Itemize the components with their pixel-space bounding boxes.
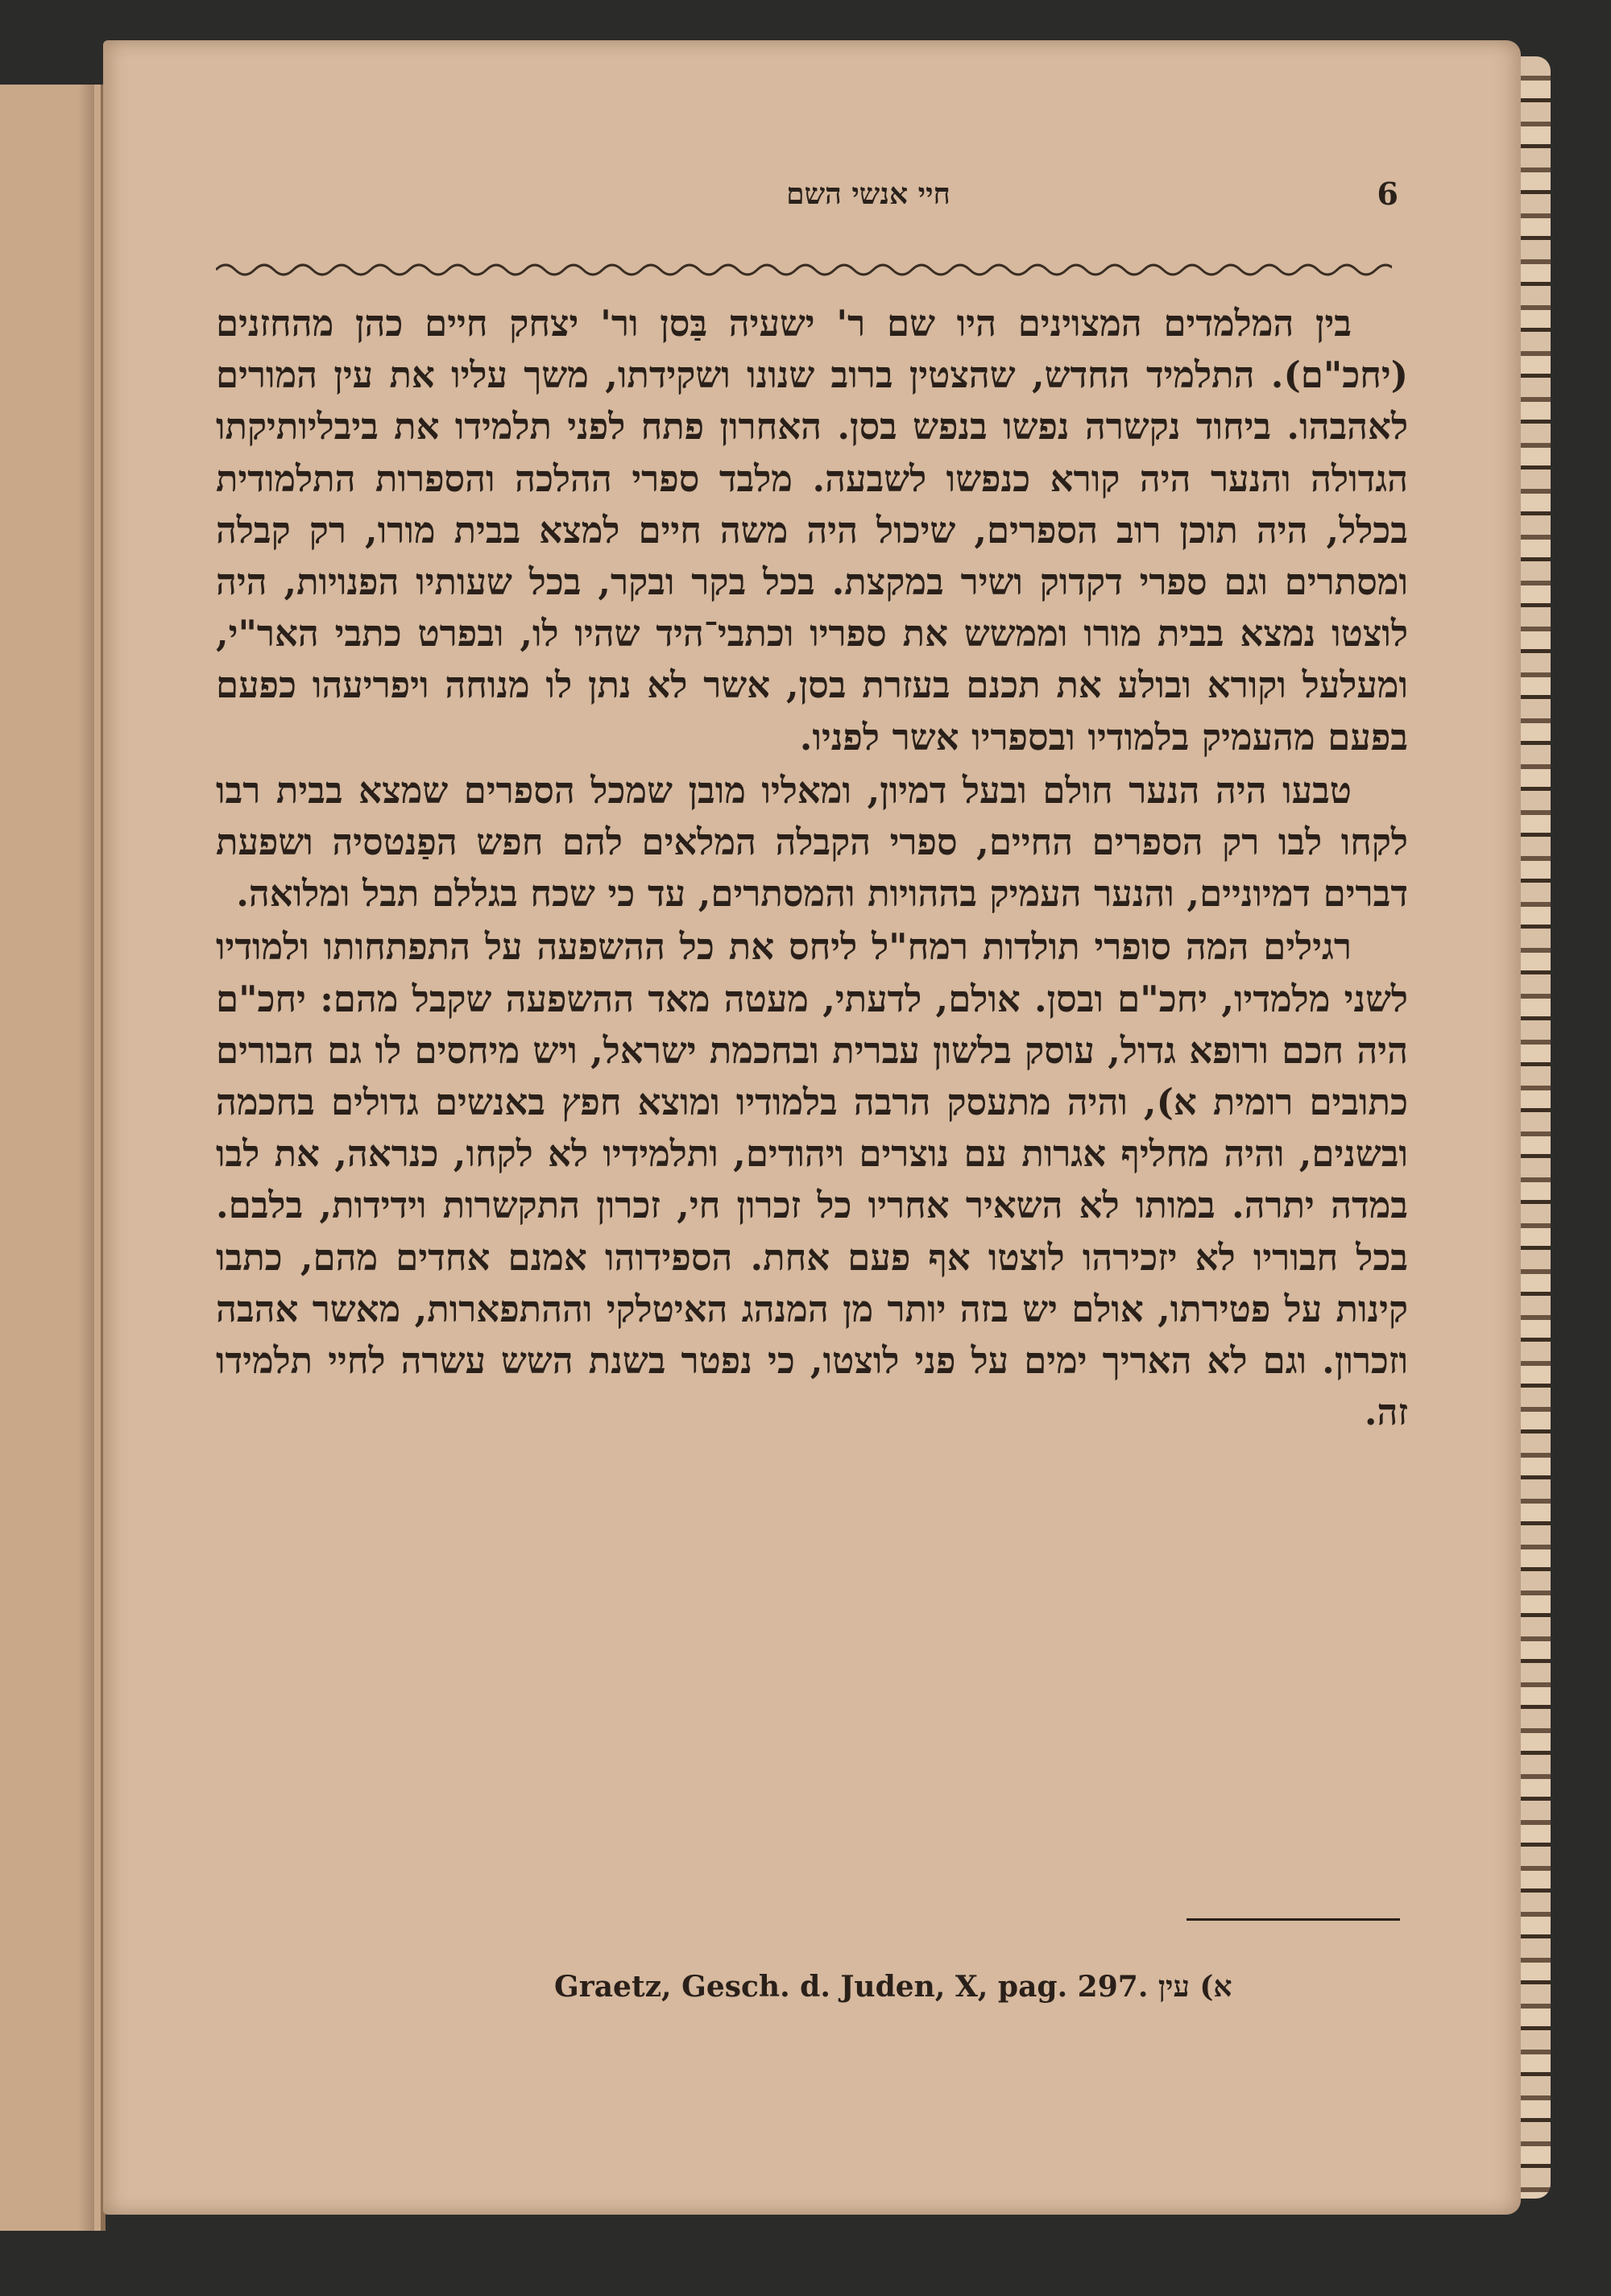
body-text: [216, 298, 1408, 1440]
running-title: חיי אנשי השם: [786, 177, 950, 211]
footnote: א) עין .Graetz, Gesch. d. Juden, X, pag. 297: [554, 1970, 1232, 2004]
wavy-divider: [216, 258, 1392, 282]
paragraph-3: רגילים המה סופרי תולדות רמח"ל ליחס את כל ההשפעה על התפתחותו ולמודיו לשני מלמדיו, יחכ"ם ובסן. אולם, לדעתי, מעטה מאד ההשפעה שקבל מהם: יחכ"ם היה חכם ורופא גדול, עוסק בלשון עברית ובחכמת ישראל, ויש מיחסים לו גם חבורים כתובים רומית א), והיה מתעסק הרבה בלמודיו ומוצא חפץ באנשים גדולים בחכמה ובשנים, והיה מחליף אגרות עם נוצרים ויהודים, ותלמידיו לא לקחו, כנראה, את לבו במדה יתרה. במותו לא השאיר אחריו כל זכרון חי, זכרון התקשרות וידידות, בלבם. בכל חבוריו לא יזכירהו לוצטו אף פעם אחת. הספידוהו אמנם אחדים מהם, כתבו קינות על פטירתו, אולם יש בזה יותר מן המנהג האיטלקי וההתפארות, מאשר אהבה וזכרון. וגם לא האריך ימים על פני לוצטו, כי נפטר בשנת השש עשרה לחיי תלמידו זה.: [216, 925, 1408, 1434]
book-page: [103, 40, 1521, 2215]
page-number: 6: [1377, 176, 1398, 212]
footnote-rule: [1187, 1918, 1400, 1921]
left-page-fold: [78, 85, 94, 2231]
paragraph-2: טבעו היה הנער חולם ובעל דמיון, ומאליו מובן שמכל הספרים שמצא בבית רבו לקחו לבו רק הספרים החיים, ספרי הקבלה המלאים להם חפש הפַנטסיה ושפעת דברים דמיוניים, והנער העמיק בההויות והמסתרים, עד כי שכח בגללם תבל ומלואה.: [216, 768, 1408, 916]
left-page-edge: [0, 85, 106, 2231]
paragraph-1: בין המלמדים המצוינים היו שם ר' ישעיה בַּסן ור' יצחק חיים כהן מהחזנים (יחכ"ם). התלמיד החדש, שהצטין ברוב שנונו ושקידתו, משך עליו את עין המורים לאהבהו. ביחוד נקשרה נפשו בנפש בסן. האחרון פתח לפני תלמידו את ביבליותיקתו הגדולה והנער היה קורא כנפשו לשבעה. מלבד ספרי ההלכה והספרות התלמודית בכלל, היה תוכן רוב הספרים, שיכול היה משה חיים למצא בבית מורו, רק קבלה ומסתרים וגם ספרי דקדוק ושיר במקצת. בכל בקר ובקר, בכל שעותיו הפנויות, היה לוצטו נמצא בבית מורו וממשש את ספריו וכתבי־היד שהיו לו, ובפרט כתבי האר"י, ומעלעל וקורא ובולע את תכנם בעזרת בסן, אשר לא נתן לו מנוחה ויפריעהו כפעם בפעם מהעמיק בלמודיו ובספריו אשר לפניו.: [216, 302, 1408, 759]
page-header: [216, 176, 1398, 234]
